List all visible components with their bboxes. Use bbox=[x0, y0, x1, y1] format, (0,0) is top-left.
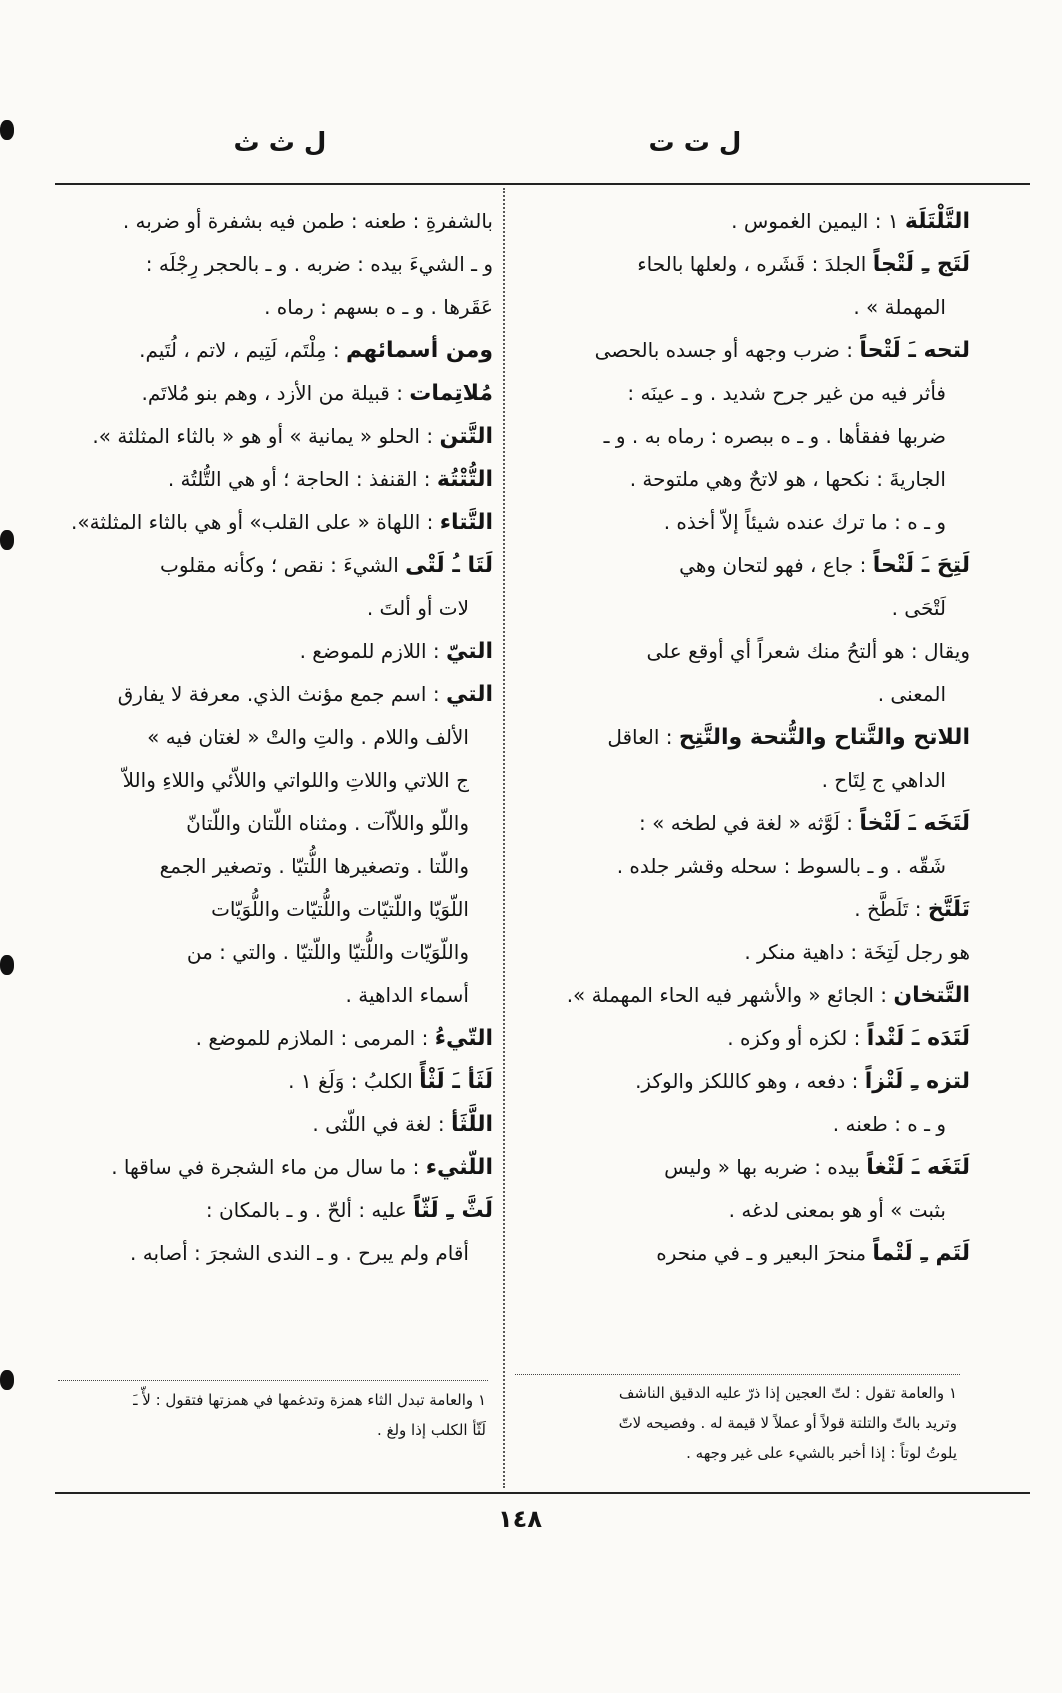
dictionary-entry-line bbox=[515, 243, 970, 286]
definition-text: بيده : ضربه بها « وليس bbox=[664, 1155, 860, 1179]
dictionary-entry-line bbox=[515, 974, 970, 1017]
definition-text: : لغة في اللّثى . bbox=[312, 1112, 445, 1136]
definition-text: المهملة » . bbox=[853, 295, 946, 319]
headword: التي bbox=[445, 682, 493, 707]
definition-text: : اللهاة « على القلب» أو هي بالثاء المثلثة». bbox=[71, 510, 434, 534]
definition-text: اللّوَيّا واللّتيّات واللُّتيّات واللُّوَيّات bbox=[211, 897, 469, 921]
dictionary-entry-line bbox=[58, 630, 493, 673]
definition-text: و ـ ه : ما ترك عنده شيئاً إلاّ أخذه . bbox=[663, 510, 946, 534]
definition-text: الجاريةَ : نكحها ، هو لاتحٌ وهي ملتوحة . bbox=[629, 467, 946, 491]
scan-mark bbox=[0, 530, 14, 550]
dictionary-entry-line bbox=[58, 243, 493, 286]
definition-text: الشيءَ : نقص ؛ وكأنه مقلوب bbox=[159, 553, 399, 577]
dictionary-entry-line bbox=[515, 501, 970, 544]
definition-text: واللّو واللاّآت . ومثناه اللّتان واللّتانّ bbox=[186, 811, 469, 835]
footnote-left bbox=[58, 1385, 486, 1445]
running-header-right: ل ت ت bbox=[648, 128, 742, 158]
dictionary-entry-line bbox=[58, 1146, 493, 1189]
definition-text: : مِلْتَم، لَتِيم ، لاتم ، لُتَيم. bbox=[139, 338, 340, 362]
dictionary-entry-line bbox=[58, 931, 493, 974]
definition-text: الداهي ج لِتَاح . bbox=[821, 768, 946, 792]
footnote-line: يلوتُ لوتاً : إذا أخبر بالشيء على غير وجهه . bbox=[686, 1444, 957, 1462]
headword: لَتَغَه ـَ لَتْغاً bbox=[866, 1155, 970, 1180]
dictionary-entry-line bbox=[515, 372, 970, 415]
headword: اللَّثَأ bbox=[450, 1112, 493, 1137]
headword: اللّثيء bbox=[425, 1155, 493, 1180]
dictionary-entry-line bbox=[58, 372, 493, 415]
dictionary-entry-line bbox=[515, 1103, 970, 1146]
definition-text: و ـ الشيءَ بيده : ضربه . و ـ بالحجر رِجْلَه : bbox=[145, 252, 493, 276]
dictionary-entry-line bbox=[515, 845, 970, 888]
dictionary-entry-line bbox=[515, 200, 970, 243]
dictionary-entry-line bbox=[515, 673, 970, 716]
dictionary-entry-line bbox=[515, 630, 970, 673]
scan-mark bbox=[0, 1370, 14, 1390]
definition-text: : القنفذ : الحاجة ؛ أو هي التُّلتُة . bbox=[167, 467, 431, 491]
headword: التَّلْتَلَة bbox=[904, 209, 970, 234]
dictionary-entry-line bbox=[58, 716, 493, 759]
running-header-left: ل ث ث bbox=[233, 128, 327, 158]
dictionary-entry-line bbox=[58, 1189, 493, 1232]
dictionary-entry-line bbox=[515, 931, 970, 974]
dictionary-entry-line bbox=[515, 1232, 970, 1275]
dictionary-entry-line bbox=[58, 200, 493, 243]
headword: لَثَّ ـِ لَثّاً bbox=[413, 1198, 493, 1223]
dictionary-entry-line bbox=[58, 501, 493, 544]
definition-text: : الحلو « يمانية » أو هو « بالثاء المثلثة ». bbox=[92, 424, 434, 448]
headword: التَّتاء bbox=[439, 510, 493, 535]
footnote-separator-right bbox=[515, 1374, 960, 1375]
definition-text: : ما سال من ماء الشجرة في ساقها . bbox=[111, 1155, 420, 1179]
headword: لَتَدَه ـَ لَتْداً bbox=[866, 1026, 970, 1051]
definition-text: ج اللاتي واللاتِ واللواتي واللاّئي واللاءِ واللاّ bbox=[122, 768, 469, 792]
headword: لَثَأ ـَ لَثْأً bbox=[419, 1069, 493, 1094]
headword: لتحه ـَ لَتْحاً bbox=[859, 338, 970, 363]
footnote-line: ١ والعامة تقول : لتّ العجين إذا ذرّ عليه الدقيق الناشف bbox=[618, 1384, 957, 1402]
dictionary-entry-line bbox=[58, 458, 493, 501]
dictionary-entry-line bbox=[58, 974, 493, 1017]
dictionary-entry-line bbox=[58, 587, 493, 630]
dictionary-entry-line bbox=[515, 415, 970, 458]
dictionary-entry-line bbox=[515, 716, 970, 759]
dictionary-entry-line bbox=[515, 802, 970, 845]
footer-rule bbox=[55, 1492, 1030, 1494]
definition-text: الألف واللام . والتِ والتْ « لغتان فيه » bbox=[147, 725, 469, 749]
dictionary-entry-line bbox=[515, 1146, 970, 1189]
headword: التّيءُ bbox=[434, 1026, 493, 1051]
definition-text: هو رجل لَتِخَة : داهية منكر . bbox=[744, 940, 970, 964]
headword: لَتَج ـِ لَتْجاً bbox=[872, 252, 970, 277]
definition-text: الكلبُ : وَلَغ ١ . bbox=[288, 1069, 413, 1093]
definition-text: : لكزه أو وكزه . bbox=[727, 1026, 861, 1050]
definition-text: لات أو ألتَ . bbox=[366, 596, 469, 620]
dictionary-entry-line bbox=[58, 759, 493, 802]
dictionary-entry-line bbox=[515, 888, 970, 931]
footnote-line: لَثّأ الكلب إذا ولغ . bbox=[376, 1421, 486, 1439]
definition-text: ١ : اليمين الغموس . bbox=[731, 209, 899, 233]
dictionary-entry-line bbox=[58, 888, 493, 931]
headword: لَتَا ـُ لَتْى bbox=[405, 553, 493, 578]
definition-text: : المرمى : الملازم للموضع . bbox=[195, 1026, 429, 1050]
page-number: ١٤٨ bbox=[498, 1505, 542, 1533]
dictionary-entry-line bbox=[515, 1060, 970, 1103]
dictionary-entry-line bbox=[58, 1017, 493, 1060]
definition-text: : الجائع « والأشهر فيه الحاء المهملة ». bbox=[566, 983, 887, 1007]
definition-text: لَتْحَى . bbox=[891, 596, 946, 620]
definition-text: المعنى . bbox=[877, 682, 946, 706]
definition-text: أقام ولم يبرح . و ـ الندى الشجرَ : أصابه . bbox=[130, 1241, 469, 1265]
headword: التَّتن bbox=[439, 424, 493, 449]
definition-text: : تَلَطَّخ . bbox=[854, 897, 922, 921]
definition-text: : لَوَّثه « لغة في لطخه » : bbox=[639, 811, 853, 835]
dictionary-entry-line bbox=[58, 415, 493, 458]
dictionary-entry-line bbox=[58, 329, 493, 372]
headword: لَتَخَه ـَ لَتْخاً bbox=[859, 811, 970, 836]
header-rule bbox=[55, 183, 1030, 185]
dictionary-entry-line bbox=[515, 329, 970, 372]
dictionary-entry-line bbox=[515, 759, 970, 802]
dictionary-entry-line bbox=[58, 1060, 493, 1103]
definition-text: عَقَرها . و ـ ه بسهم : رماه . bbox=[264, 295, 493, 319]
headword: اللاتح والتَّتاح والتُّتحة والتَّتِح bbox=[678, 725, 970, 750]
scan-mark bbox=[0, 120, 14, 140]
headword: لَتَم ـِ لَتْماً bbox=[872, 1241, 970, 1266]
definition-text: ضربها ففقأها . و ـ ه ببصره : رماه به . و ـ bbox=[603, 424, 946, 448]
headword: التُّتْتُة bbox=[436, 467, 493, 492]
dictionary-entry-line bbox=[58, 1103, 493, 1146]
dictionary-entry-line bbox=[515, 544, 970, 587]
footnote-right bbox=[515, 1378, 957, 1468]
footnote-line: وتريد بالتّ والتلتة قولاً أو عملاً لا قيمة له . وفصيحه لاتّ bbox=[618, 1414, 957, 1432]
definition-text: ويقال : هو ألتحُ منك شعراً أي أوقع على bbox=[646, 639, 970, 663]
footnote-line: ١ والعامة تبدل الثاء همزة وتدغمها في همزتها فتقول : لأّ ـَ bbox=[133, 1391, 486, 1409]
dictionary-entry-line bbox=[58, 673, 493, 716]
column-divider bbox=[503, 188, 505, 1488]
definition-text: بالشفرةِ : طعنه : طمن فيه بشفرة أو ضربه . bbox=[122, 209, 493, 233]
definition-text: منحرَ البعير و ـ في منحره bbox=[656, 1241, 867, 1265]
definition-text: الجلدَ : قَشَره ، ولعلها بالحاء bbox=[637, 252, 867, 276]
headword: ومن أسمائهم bbox=[346, 338, 493, 363]
dictionary-entry-line bbox=[515, 1017, 970, 1060]
headword: لَتِحَ ـَ لَتْحاً bbox=[872, 553, 970, 578]
dictionary-entry-line bbox=[515, 286, 970, 329]
definition-text: واللّتا . وتصغيرها اللُّتيّا . وتصغير الجمع bbox=[159, 854, 469, 878]
definition-text: فأثر فيه من غير جرح شديد . و ـ عينَه : bbox=[627, 381, 946, 405]
definition-text: : اسم جمع مؤنث الذي. معرفة لا يفارق bbox=[117, 682, 440, 706]
definition-text: أسماء الداهية . bbox=[345, 983, 469, 1007]
definition-text: : قبيلة من الأزد ، وهم بنو مُلاتَم. bbox=[141, 381, 403, 405]
definition-text: : اللازم للموضع . bbox=[299, 639, 440, 663]
definition-text: شَقّه . و ـ بالسوط : سحله وقشر جلده . bbox=[616, 854, 946, 878]
left-column bbox=[58, 200, 493, 1275]
definition-text: بثبت » أو هو بمعنى لدغه . bbox=[728, 1198, 946, 1222]
definition-text: : دفعه ، وهو كاللكز والوكز. bbox=[635, 1069, 859, 1093]
scan-mark bbox=[0, 955, 14, 975]
dictionary-entry-line bbox=[58, 802, 493, 845]
dictionary-entry-line bbox=[58, 845, 493, 888]
definition-text: : العاقل bbox=[607, 725, 673, 749]
headword: تَلَتَّخ bbox=[927, 897, 970, 922]
dictionary-entry-line bbox=[58, 1232, 493, 1275]
dictionary-entry-line bbox=[515, 458, 970, 501]
headword: التَّتخان bbox=[893, 983, 970, 1008]
footnote-separator-left bbox=[58, 1380, 488, 1381]
headword: لتزه ـِ لَتْزاً bbox=[864, 1069, 970, 1094]
dictionary-entry-line bbox=[515, 587, 970, 630]
definition-text: : جاع ، فهو لتحان وهي bbox=[679, 553, 867, 577]
headword: التيّ bbox=[445, 639, 493, 664]
right-column bbox=[515, 200, 970, 1275]
dictionary-entry-line bbox=[515, 1189, 970, 1232]
definition-text: عليه : ألحّ . و ـ بالمكان : bbox=[205, 1198, 407, 1222]
headword: مُلاتِمات bbox=[409, 381, 493, 406]
dictionary-entry-line bbox=[58, 286, 493, 329]
definition-text: واللّوَيّات واللُّتيّا واللّتيّا . والتي : من bbox=[186, 940, 469, 964]
definition-text: : ضرب وجهه أو جسده بالحصى bbox=[594, 338, 853, 362]
dictionary-entry-line bbox=[58, 544, 493, 587]
definition-text: و ـ ه : طعنه . bbox=[832, 1112, 946, 1136]
